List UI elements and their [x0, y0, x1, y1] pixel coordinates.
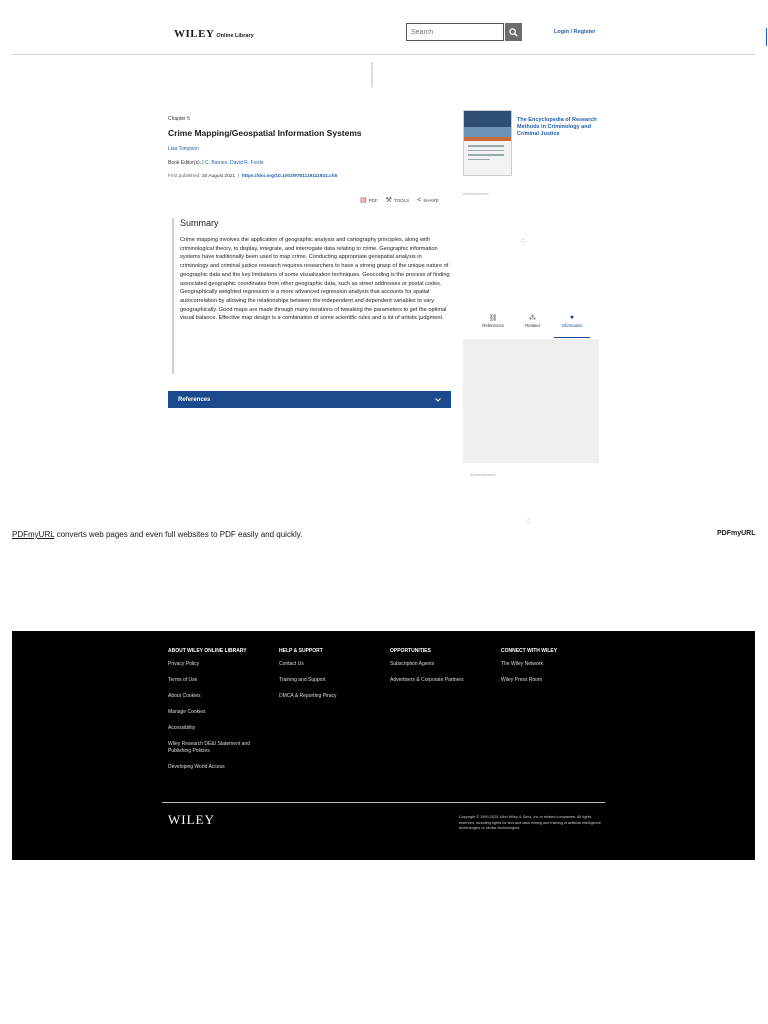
advertisement-label: Advertisement	[463, 191, 489, 196]
author-link[interactable]: Lisa Tompson	[168, 146, 199, 152]
wiley-online-library-logo[interactable]	[174, 28, 254, 40]
doi-link[interactable]: https://doi.org/10.1002/9781119111931.ch5	[241, 174, 338, 179]
pdf-icon: ▤	[360, 197, 367, 204]
publication-info	[168, 174, 337, 179]
sidebar-tabs	[475, 314, 590, 338]
summary-section	[172, 218, 451, 374]
loading-spinner-icon: ⁘	[519, 237, 528, 248]
footer-heading: CONNECT WITH WILEY	[501, 648, 558, 654]
link-icon: ⛓	[488, 315, 498, 322]
logo-sub-text: Online Library	[216, 33, 254, 39]
tab-information[interactable]	[554, 314, 590, 338]
footer-link-advertisers[interactable]: Advertisers & Corporate Partners	[390, 677, 464, 683]
info-icon: ●	[569, 314, 575, 321]
footer-link-manage-cookies[interactable]: Manage Cookies	[168, 709, 206, 715]
published-date: 20 August 2021	[201, 174, 236, 179]
search-input[interactable]	[406, 23, 504, 41]
chapter-label: Chapter 5	[168, 116, 190, 122]
pdf-button[interactable]	[360, 196, 378, 204]
footer-link-press-room[interactable]: Wiley Press Room	[501, 677, 543, 683]
header-accent-bar	[766, 28, 767, 46]
wrench-icon: ⚒	[385, 197, 392, 204]
footer-wiley-logo[interactable]: WILEY	[168, 812, 215, 827]
footer-link-dmca[interactable]: DMCA & Reporting Piracy	[279, 693, 337, 699]
tab-related[interactable]	[515, 314, 551, 338]
chevron-down-icon	[435, 398, 441, 402]
published-label: First published:	[168, 174, 201, 179]
references-accordion[interactable]	[168, 391, 451, 408]
pdfmyurl-link[interactable]: PDFmyURL	[12, 530, 55, 539]
editors-link[interactable]: J.C. Barnes, David R. Forde	[201, 160, 264, 166]
footer-link-privacy-policy[interactable]: Privacy Policy	[168, 661, 200, 667]
pdfmyurl-banner	[12, 530, 302, 539]
footer-column-help	[279, 648, 389, 709]
tab-references[interactable]	[475, 314, 511, 338]
summary-text: Crime mapping involves the application of geographic analysis and cartography principles, along with criminological theory, to display, integrate, and interrogate data relating to crime. Geographic information systems have traditionally been used to map crime. Conducting appropriate geospatial analysis in criminology and criminal justice research requires researchers to have a strong grasp of the unique nature of geographic data and the key limitations of some visualization techniques. Geocoding is the process of finding associated geographic coordinates from other geographic data, such as street addresses or postal codes. Geographically weighted regression is a more advanced regression analysis that accounts for spatial autocorrelation by allowing the relationships between the independent and dependent variables to vary geographically. Good maps are made through many iterations of tweaking the parameters to get the optimal visual balance. Effective map design is a combination of some scientific rules and a lot of artistic judgment.	[180, 237, 450, 322]
pdf-label: PDF	[368, 198, 378, 203]
footer-heading: HELP & SUPPORT	[279, 648, 323, 654]
share-button[interactable]	[417, 197, 439, 204]
site-footer	[12, 631, 755, 860]
footer-heading: ABOUT WILEY ONLINE LIBRARY	[168, 648, 247, 654]
pdfmyurl-logo[interactable]: PDFmyURL	[717, 530, 756, 537]
book-cover-image[interactable]	[463, 110, 512, 176]
article-tools	[360, 196, 439, 204]
loading-spinner-lower-icon: ⁘	[524, 517, 533, 528]
footer-link-subscription-agents[interactable]: Subscription Agents	[390, 661, 435, 667]
pdfmyurl-text: converts web pages and even full websites to PDF easily and quickly.	[54, 530, 303, 539]
tab-label: References	[482, 323, 504, 328]
advertisement-label-top: Advertisement	[370, 62, 375, 88]
references-label: References	[178, 396, 211, 403]
footer-link-dei-statement[interactable]: Wiley Research DE&I Statement and Publishing Policies	[168, 741, 250, 754]
footer-link-about-cookies[interactable]: About Cookies	[168, 693, 201, 699]
footer-link-terms-of-use[interactable]: Terms of Use	[168, 677, 198, 683]
editors-label: Book Editor(s):	[168, 160, 202, 166]
search-button[interactable]	[505, 23, 522, 41]
footer-link-wiley-network[interactable]: The Wiley Network	[501, 661, 543, 667]
footer-copyright: Copyright © 1999-2025 John Wiley & Sons, Inc or related companies. All rights reserved, including rights for text and data mining and training of artificial intelligence technologies or similar technologies.	[459, 815, 602, 831]
footer-column-connect	[501, 648, 611, 693]
footer-column-about	[168, 648, 278, 780]
share-label: SHARE	[423, 197, 439, 203]
advertisement-label-lower: Advertisement	[470, 472, 496, 477]
share-icon: <	[417, 196, 422, 204]
site-header	[12, 14, 755, 55]
footer-link-training-support[interactable]: Training and Support	[279, 677, 326, 683]
footer-heading: OPPORTUNITIES	[390, 648, 431, 654]
logo-main-text: WILEY	[174, 28, 215, 40]
tools-label: TOOLS	[393, 198, 410, 203]
book-title-link[interactable]: The Encyclopedia of Research Methods in Criminology and Criminal Justice	[517, 117, 597, 137]
tab-label: Information	[561, 323, 583, 328]
information-panel	[463, 339, 599, 463]
separator: |	[236, 174, 241, 179]
login-register-link[interactable]: Login / Register	[554, 29, 596, 35]
tools-button[interactable]	[386, 196, 409, 204]
footer-divider	[162, 802, 605, 803]
page-title: Crime Mapping/Geospatial Information Systems	[168, 128, 362, 138]
footer-link-developing-world[interactable]: Developing World Access	[168, 763, 225, 770]
network-icon: ⁂	[529, 315, 536, 322]
tab-label: Related	[525, 323, 540, 328]
book-editors	[168, 160, 264, 166]
footer-link-accessibility[interactable]: Accessibility	[168, 725, 196, 731]
footer-link-contact-us[interactable]: Contact Us	[279, 661, 304, 667]
search-icon	[509, 28, 518, 37]
footer-column-opportunities	[390, 648, 500, 693]
summary-heading: Summary	[180, 218, 219, 228]
